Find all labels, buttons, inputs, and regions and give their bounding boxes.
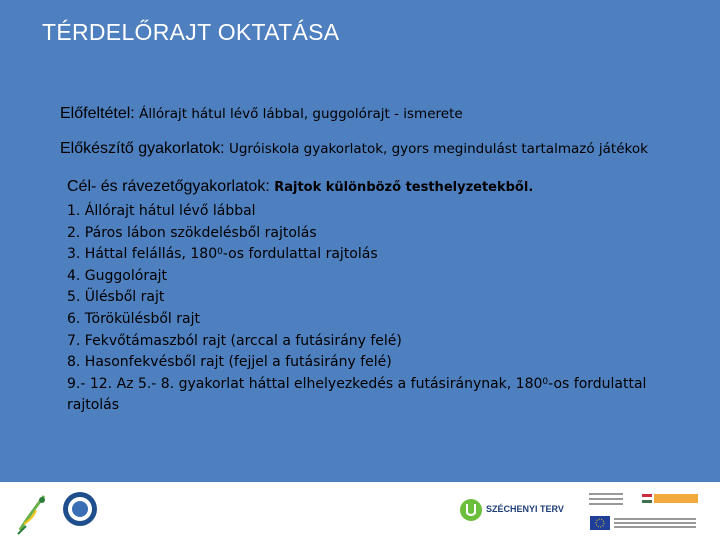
- prerequisite-line: [60, 105, 463, 123]
- page-title: TÉRDELŐRAJT OKTATÁSA: [42, 19, 340, 45]
- hungary-flag-icon: [642, 494, 652, 503]
- goal-label: Cél- és rávezetőgyakorlatok:: [67, 178, 270, 195]
- szechenyi-label: SZÉCHENYI TERV: [486, 504, 564, 514]
- preparation-label: Előkészítő gyakorlatok:: [60, 140, 225, 157]
- exercise-item: 8. Hasonfekvésből rajt (fejjel a futásirány felé): [67, 354, 392, 371]
- eu-flag-icon: [590, 516, 610, 530]
- goal-text: Rajtok különböző testhelyzetekből.: [274, 180, 534, 195]
- footer-logo-bar: [0, 482, 720, 540]
- degree-mark: 0: [217, 247, 223, 258]
- preparation-text: Ugróiskola gyakorlatok, gyors megindulást tartalmazó játékok: [228, 141, 648, 157]
- university-seal-icon: [62, 490, 98, 528]
- prerequisite-text: Állórajt hátul lévő lábbal, guggolórajt - ismerete: [139, 106, 463, 122]
- eu-text-block: [589, 490, 623, 510]
- exercise-item: 9.- 12. Az 5.- 8. gyakorlat háttal elhelyezkedés a futásiránynak, $180^0-os$ fordulattal rajtolás: [67, 375, 647, 414]
- preparation-line: [60, 140, 648, 158]
- exercise-item: 5. Ülésből rajt: [67, 289, 165, 306]
- exercise-item: 6. Törökülésből rajt: [67, 310, 200, 327]
- goal-line: [67, 178, 533, 196]
- exercise-list: [67, 201, 667, 417]
- athlete-logo-icon: [14, 490, 52, 536]
- prerequisite-label: Előfeltétel:: [60, 105, 135, 122]
- hungary-banner: [654, 494, 698, 503]
- exercise-item: 7. Fekvőtámaszból rajt (arccal a futásirány felé): [67, 332, 402, 349]
- degree-mark: 0: [542, 376, 549, 387]
- exercise-item: 2. Páros lábon szökdelésből rajtolás: [67, 224, 317, 241]
- szechenyi-logo-icon: [460, 496, 482, 524]
- exercise-item: 4. Guggolórajt: [67, 267, 168, 284]
- eu-funding-text: [614, 516, 696, 530]
- exercise-item: 1. Állórajt hátul lévő lábbal: [67, 203, 256, 219]
- exercise-item: 3. Háttal felállás, $180^0-os$ fordulattal rajtolás: [67, 246, 378, 263]
